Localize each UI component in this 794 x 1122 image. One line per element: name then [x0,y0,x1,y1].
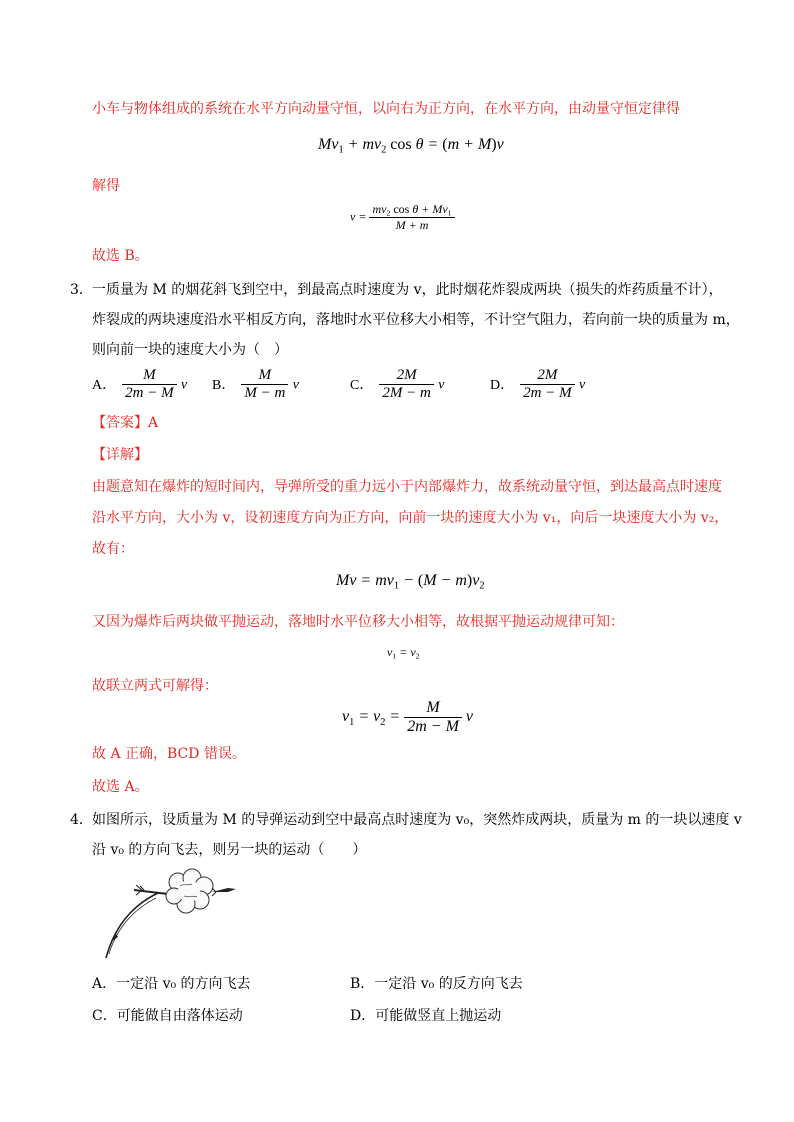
option-denominator: 2m − M [520,384,574,402]
trajectory-curve-inner [109,898,156,954]
option-numerator: M [143,367,156,383]
option-label: D． [350,1008,376,1024]
prev-conclusion: 故选 B。 [92,248,149,264]
question-3-number: 3． [70,282,93,298]
prev-solution-intro: 小车与物体组成的系统在水平方向动量守恒，以向右为正方向，在水平方向，由动量守恒定律得 [92,101,680,117]
option-label: C． [350,377,374,393]
detail-line-4: 又因为爆炸后两块做平抛运动，落地时水平位移大小相等，故根据平抛运动规律可知： [92,614,624,630]
momentum-equation-1: $Mv_1 + mv_2$ cos θ = (m + M)v [318,136,504,156]
question-3-option-a[interactable] [92,367,187,402]
option-denominator: 2M − m [379,384,433,402]
option-tail: v [181,377,188,393]
detail-tag: 【详解】 [92,447,148,463]
final-velocity-equation: $v_1 = v_2$ = $\frac{M}{2m - M}$ v [342,699,474,735]
answer-tag: 【答案】A [92,415,159,431]
option-numerator: M [258,367,272,383]
question-3-option-b[interactable] [212,367,299,402]
question-4-option-a[interactable] [92,974,251,994]
velocity-result-equation: v = $\frac{mv_2 \cos \theta + Mv_1}{M + m}$ [350,202,455,233]
question-4-stem-line-2: 沿 v₀ 的方向飞去，则另一块的运动（ ） [92,842,367,858]
option-label: A． [92,377,117,393]
option-tail: v [579,377,586,393]
detail-line-7: 故选 A。 [92,779,149,795]
option-text: 一定沿 v₀ 的反方向飞去 [374,976,523,992]
explosion-cloud-icon [166,869,213,913]
question-4-stem-line-1: 如图所示，设质量为 M 的导弹运动到空中最高点时速度为 v₀，突然炸成两块，质量为 m 的一块以速度 v [92,812,742,828]
solve-label: 解得 [92,178,120,194]
question-4-option-c[interactable] [92,1006,243,1026]
option-numerator: 2M [537,367,558,383]
question-3-option-d[interactable] [490,367,585,402]
option-text: 可能做竖直上抛运动 [375,1008,502,1024]
option-label: B． [350,976,375,992]
momentum-equation-2: $Mv = mv_1 - (M - m)v_2$ [336,572,485,592]
option-denominator: 2m − M [122,384,176,402]
option-tail: v [292,377,299,393]
question-3-stem-line-3: 则向前一块的速度大小为（ ） [92,342,288,358]
detail-line-5: 故联立两式可解得： [92,678,218,694]
option-label: D． [490,377,515,393]
option-numerator: 2M [396,367,417,383]
detail-line-2: 沿水平方向，大小为 v，设初速度方向为正方向，向前一块的速度大小为 v₁，向后一块速度大小为 v₂， [92,510,729,526]
option-text: 一定沿 v₀ 的方向飞去 [116,976,251,992]
missile-explosion-figure [96,868,246,964]
option-tail: v [438,377,445,393]
option-label: A． [92,976,117,992]
detail-line-1: 由题意知在爆炸的短时间内，导弹所受的重力远小于内部爆炸力，故系统动量守恒，到达最高点时速度 [92,479,722,495]
question-4-option-d[interactable] [350,1006,501,1026]
option-text: 可能做自由落体运动 [116,1008,243,1024]
question-3-stem-line-2: 炸裂成的两块速度沿水平相反方向，落地时水平位移大小相等，不计空气阻力，若向前一块的质量为 m， [92,312,740,328]
option-denominator: M − m [241,384,288,402]
trajectory-curve [106,893,158,958]
question-4-number: 4． [70,812,93,828]
option-label: C． [92,1008,117,1024]
question-4-option-b[interactable] [350,974,523,994]
question-3-option-c[interactable] [350,367,444,402]
option-label: B． [212,377,236,393]
velocity-equality-equation: $v_1 = v_2$ [387,645,420,661]
detail-line-6: 故 A 正确，BCD 错误。 [92,746,246,762]
question-3-stem-line-1: 一质量为 M 的烟花斜飞到空中，到最高点时速度为 v，此时烟花炸裂成两块（损失的炸药质量不计）， [92,282,723,298]
detail-line-3: 故有： [92,541,134,557]
